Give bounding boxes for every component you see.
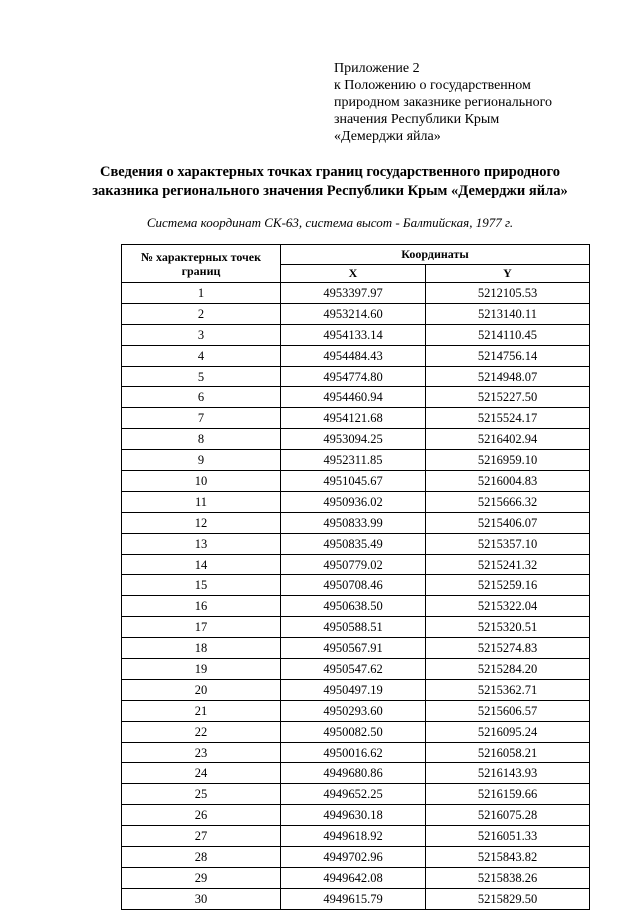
y-coordinate-cell: 5212105.53	[426, 283, 590, 304]
x-coordinate-cell: 4950779.02	[281, 554, 426, 575]
x-coordinate-cell: 4954484.43	[281, 345, 426, 366]
x-coordinate-cell: 4950567.91	[281, 638, 426, 659]
point-number-cell: 18	[122, 638, 281, 659]
table-row	[122, 679, 590, 700]
point-number-cell: 13	[122, 533, 281, 554]
table-row	[122, 387, 590, 408]
point-number-cell: 21	[122, 700, 281, 721]
x-coordinate-cell: 4950833.99	[281, 512, 426, 533]
x-coordinate-cell: 4950708.46	[281, 575, 426, 596]
point-number-cell: 15	[122, 575, 281, 596]
point-number-cell: 8	[122, 429, 281, 450]
table-row	[122, 617, 590, 638]
title-line: заказника регионального значения Республики Крым «Демерджи яйла»	[92, 183, 568, 199]
point-number-cell: 9	[122, 450, 281, 471]
point-number-cell: 11	[122, 491, 281, 512]
point-number-cell: 19	[122, 659, 281, 680]
x-coordinate-cell: 4950547.62	[281, 659, 426, 680]
point-number-cell: 10	[122, 471, 281, 492]
y-coordinate-cell: 5216051.33	[426, 826, 590, 847]
point-number-cell: 27	[122, 826, 281, 847]
y-coordinate-cell: 5214110.45	[426, 324, 590, 345]
y-coordinate-cell: 5216095.24	[426, 721, 590, 742]
table-row	[122, 888, 590, 909]
y-coordinate-cell: 5215838.26	[426, 867, 590, 888]
point-number-cell: 6	[122, 387, 281, 408]
point-number-cell: 25	[122, 784, 281, 805]
table-row	[122, 867, 590, 888]
table-row	[122, 471, 590, 492]
y-coordinate-cell: 5215322.04	[426, 596, 590, 617]
coordinates-table	[121, 244, 590, 910]
y-coordinate-cell: 5216058.21	[426, 742, 590, 763]
x-coordinate-cell: 4949680.86	[281, 763, 426, 784]
table-row	[122, 805, 590, 826]
table-row	[122, 826, 590, 847]
appendix-line: природном заказнике регионального	[334, 95, 553, 110]
header-point-number: № характерных точек границ	[122, 245, 281, 283]
table-row	[122, 450, 590, 471]
table-row	[122, 408, 590, 429]
header-y: Y	[426, 264, 590, 283]
table-row	[122, 512, 590, 533]
point-number-cell: 1	[122, 283, 281, 304]
table-row	[122, 763, 590, 784]
y-coordinate-cell: 5216004.83	[426, 471, 590, 492]
y-coordinate-cell: 5215666.32	[426, 491, 590, 512]
table-row	[122, 366, 590, 387]
table-row	[122, 429, 590, 450]
y-coordinate-cell: 5216159.66	[426, 784, 590, 805]
coordinate-system-note: Система координат СК-63, система высот - Балтийская, 1977 г.	[146, 215, 514, 230]
y-coordinate-cell: 5215227.50	[426, 387, 590, 408]
table-row	[122, 721, 590, 742]
table-row	[122, 324, 590, 345]
title-line: Сведения о характерных точках границ государственного природного	[99, 164, 561, 180]
point-number-cell: 28	[122, 847, 281, 868]
y-coordinate-cell: 5215357.10	[426, 533, 590, 554]
point-number-cell: 17	[122, 617, 281, 638]
y-coordinate-cell: 5215241.32	[426, 554, 590, 575]
appendix-line: к Положению о государственном	[334, 78, 531, 93]
header-coordinates: Координаты	[281, 245, 590, 265]
table-body	[122, 283, 590, 910]
point-number-cell: 22	[122, 721, 281, 742]
point-number-cell: 5	[122, 366, 281, 387]
x-coordinate-cell: 4953094.25	[281, 429, 426, 450]
y-coordinate-cell: 5215274.83	[426, 638, 590, 659]
table-row	[122, 847, 590, 868]
appendix-line: Приложение 2	[334, 61, 420, 76]
point-number-cell: 26	[122, 805, 281, 826]
x-coordinate-cell: 4949702.96	[281, 847, 426, 868]
x-coordinate-cell: 4953397.97	[281, 283, 426, 304]
x-coordinate-cell: 4954460.94	[281, 387, 426, 408]
table-row	[122, 491, 590, 512]
x-coordinate-cell: 4950016.62	[281, 742, 426, 763]
point-number-cell: 12	[122, 512, 281, 533]
appendix-line: «Демерджи яйла»	[334, 129, 441, 144]
x-coordinate-cell: 4949615.79	[281, 888, 426, 909]
table-row	[122, 742, 590, 763]
y-coordinate-cell: 5215606.57	[426, 700, 590, 721]
y-coordinate-cell: 5214948.07	[426, 366, 590, 387]
table-row	[122, 303, 590, 324]
x-coordinate-cell: 4949652.25	[281, 784, 426, 805]
y-coordinate-cell: 5216075.28	[426, 805, 590, 826]
y-coordinate-cell: 5215829.50	[426, 888, 590, 909]
point-number-cell: 2	[122, 303, 281, 324]
y-coordinate-cell: 5215362.71	[426, 679, 590, 700]
x-coordinate-cell: 4950082.50	[281, 721, 426, 742]
point-number-cell: 23	[122, 742, 281, 763]
point-number-cell: 30	[122, 888, 281, 909]
x-coordinate-cell: 4950293.60	[281, 700, 426, 721]
x-coordinate-cell: 4949630.18	[281, 805, 426, 826]
y-coordinate-cell: 5215259.16	[426, 575, 590, 596]
y-coordinate-cell: 5215406.07	[426, 512, 590, 533]
document-title	[40, 163, 620, 201]
table-row	[122, 638, 590, 659]
point-number-cell: 20	[122, 679, 281, 700]
table-row	[122, 700, 590, 721]
y-coordinate-cell: 5215843.82	[426, 847, 590, 868]
x-coordinate-cell: 4949642.08	[281, 867, 426, 888]
x-coordinate-cell: 4950936.02	[281, 491, 426, 512]
table-row	[122, 345, 590, 366]
x-coordinate-cell: 4950835.49	[281, 533, 426, 554]
point-number-cell: 7	[122, 408, 281, 429]
y-coordinate-cell: 5216959.10	[426, 450, 590, 471]
point-number-cell: 14	[122, 554, 281, 575]
table-row	[122, 784, 590, 805]
x-coordinate-cell: 4953214.60	[281, 303, 426, 324]
table-row	[122, 659, 590, 680]
y-coordinate-cell: 5214756.14	[426, 345, 590, 366]
y-coordinate-cell: 5213140.11	[426, 303, 590, 324]
point-number-cell: 4	[122, 345, 281, 366]
table-row	[122, 533, 590, 554]
x-coordinate-cell: 4954121.68	[281, 408, 426, 429]
table-row	[122, 283, 590, 304]
point-number-cell: 3	[122, 324, 281, 345]
x-coordinate-cell: 4954133.14	[281, 324, 426, 345]
x-coordinate-cell: 4954774.80	[281, 366, 426, 387]
point-number-cell: 16	[122, 596, 281, 617]
table-row	[122, 596, 590, 617]
point-number-cell: 29	[122, 867, 281, 888]
x-coordinate-cell: 4950497.19	[281, 679, 426, 700]
table-row	[122, 575, 590, 596]
x-coordinate-cell: 4949618.92	[281, 826, 426, 847]
header-x: X	[281, 264, 426, 283]
appendix-line: значения Республики Крым	[334, 112, 500, 127]
y-coordinate-cell: 5215320.51	[426, 617, 590, 638]
point-number-cell: 24	[122, 763, 281, 784]
table-row	[122, 554, 590, 575]
x-coordinate-cell: 4952311.85	[281, 450, 426, 471]
y-coordinate-cell: 5216143.93	[426, 763, 590, 784]
x-coordinate-cell: 4950588.51	[281, 617, 426, 638]
y-coordinate-cell: 5216402.94	[426, 429, 590, 450]
appendix-header	[334, 60, 552, 145]
x-coordinate-cell: 4950638.50	[281, 596, 426, 617]
y-coordinate-cell: 5215284.20	[426, 659, 590, 680]
y-coordinate-cell: 5215524.17	[426, 408, 590, 429]
x-coordinate-cell: 4951045.67	[281, 471, 426, 492]
